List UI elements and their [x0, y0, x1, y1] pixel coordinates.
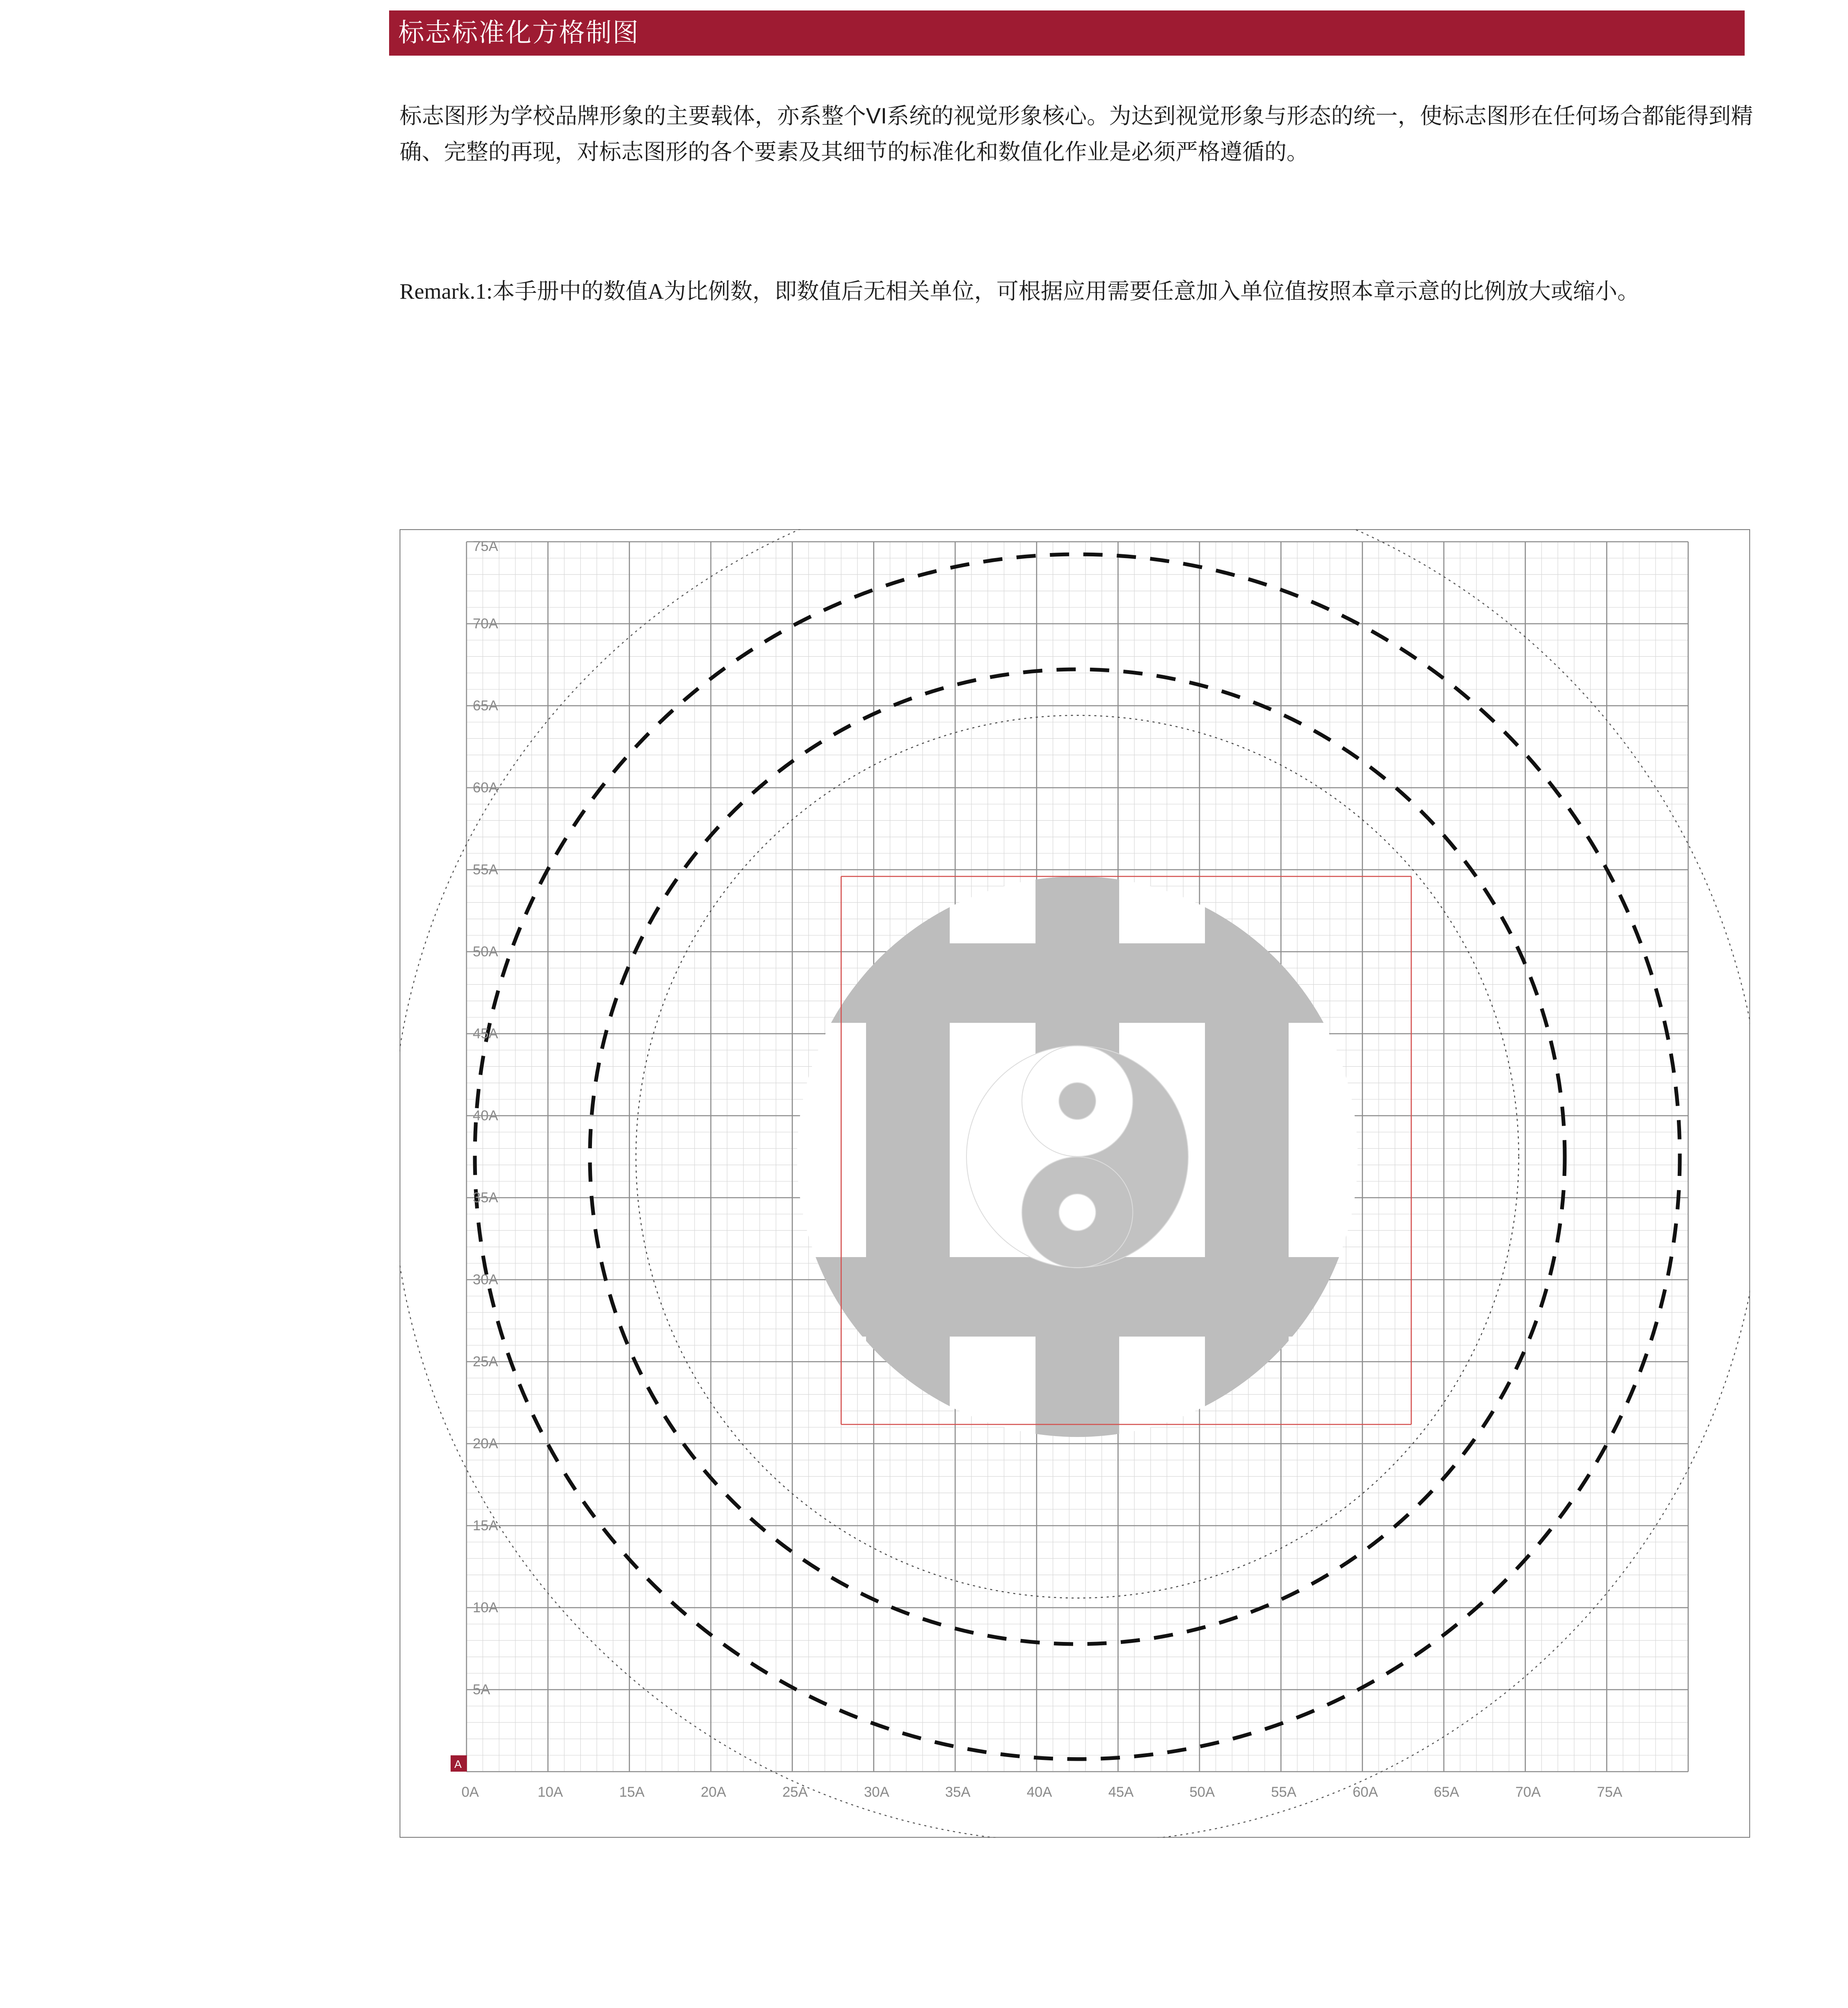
intro-paragraph: 标志图形为学校品牌形象的主要载体，亦系整个VI系统的视觉形象核心。为达到视觉形象与形态的统一，使标志图形在任何场合都能得到精确、完整的再现，对标志图形的各个要素及其细节的标准化和数值化作业是必须严格遵循的。	[400, 104, 1753, 164]
svg-text:70A: 70A	[473, 616, 498, 632]
x-axis-labels	[461, 1784, 1622, 1800]
svg-text:30A: 30A	[864, 1784, 889, 1800]
logo-grid-figure	[400, 529, 1751, 1839]
svg-text:25A: 25A	[473, 1354, 498, 1370]
svg-text:75A: 75A	[473, 538, 498, 554]
svg-text:45A: 45A	[473, 1026, 498, 1042]
svg-text:15A: 15A	[619, 1784, 645, 1800]
page-header-banner	[389, 10, 1745, 56]
svg-text:50A: 50A	[473, 944, 498, 960]
svg-text:20A: 20A	[701, 1784, 726, 1800]
svg-text:50A: 50A	[1189, 1784, 1215, 1800]
svg-text:35A: 35A	[473, 1190, 498, 1206]
unit-marker	[451, 1755, 467, 1772]
svg-text:15A: 15A	[473, 1518, 498, 1534]
svg-text:55A: 55A	[473, 862, 498, 878]
page-title: 标志标准化方格制图	[398, 18, 640, 47]
svg-text:30A: 30A	[473, 1272, 498, 1288]
svg-text:10A: 10A	[538, 1784, 563, 1800]
svg-text:20A: 20A	[473, 1436, 498, 1452]
svg-text:40A: 40A	[1027, 1784, 1052, 1800]
remark-paragraph: Remark.1:本手册中的数值A为比例数，即数值后无相关单位，可根据应用需要任意加入单位值按照本章示意的比例放大或缩小。	[400, 279, 1640, 304]
svg-text:60A: 60A	[1353, 1784, 1378, 1800]
svg-text:55A: 55A	[1271, 1784, 1297, 1800]
svg-text:25A: 25A	[782, 1784, 808, 1800]
unit-marker-label: A	[454, 1758, 462, 1770]
svg-text:65A: 65A	[1434, 1784, 1459, 1800]
svg-text:60A: 60A	[473, 780, 498, 796]
svg-text:5A: 5A	[473, 1682, 490, 1698]
svg-text:45A: 45A	[1108, 1784, 1134, 1800]
logo-mark	[776, 847, 1379, 1470]
svg-text:40A: 40A	[473, 1108, 498, 1124]
svg-text:0A: 0A	[461, 1784, 479, 1800]
svg-text:65A: 65A	[473, 698, 498, 714]
svg-text:70A: 70A	[1515, 1784, 1541, 1800]
y-axis-labels	[473, 538, 498, 1698]
svg-text:10A: 10A	[473, 1600, 498, 1616]
svg-text:35A: 35A	[945, 1784, 971, 1800]
svg-text:75A: 75A	[1597, 1784, 1622, 1800]
logo-grid-drawing	[400, 529, 1750, 1838]
